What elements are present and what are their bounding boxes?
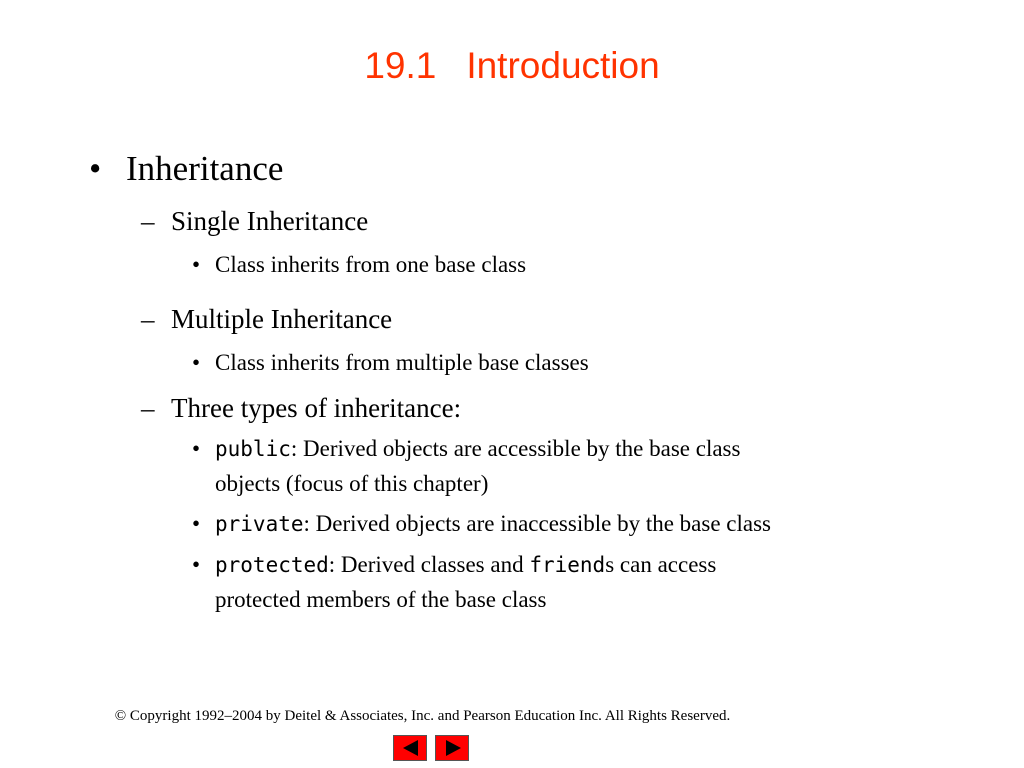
copyright-footer: © Copyright 1992–2004 by Deitel & Associates, Inc. and Pearson Education Inc. All Rights Reserved. [114, 708, 731, 724]
keyword-public: public [215, 437, 291, 461]
keyword-friend: friend [529, 553, 606, 577]
bullet-icon: • [192, 552, 201, 577]
previous-slide-button[interactable] [393, 735, 427, 761]
bullet-icon: • [192, 511, 201, 536]
dash-icon: – [141, 393, 155, 423]
keyword-protected: protected [215, 553, 329, 577]
dash-icon: – [141, 304, 155, 334]
triangle-left-icon [394, 736, 428, 762]
detail-text: : Derived objects are inaccessible by the base class [303, 511, 771, 536]
sub-bullet-text: Three types of inheritance: [171, 393, 462, 423]
detail-text: : Derived classes and [328, 552, 530, 577]
bullet-text: Inheritance [126, 149, 284, 188]
bullet-icon: • [89, 149, 102, 188]
bullet-icon: • [192, 252, 201, 277]
bullet-icon: • [192, 436, 201, 461]
detail-text: s can access [605, 552, 717, 577]
detail-text: Class inherits from multiple base classes [215, 350, 589, 375]
detail-public-continued: objects (focus of this chapter) [215, 471, 489, 496]
section-number: 19.1 [364, 45, 437, 86]
slide-title [0, 42, 1024, 90]
bullet-icon: • [192, 350, 201, 375]
detail-line [215, 435, 740, 463]
detail-text: Class inherits from one base class [215, 252, 527, 277]
keyword-private: private [215, 512, 304, 536]
triangle-right-icon [436, 736, 470, 762]
dash-icon: – [141, 206, 155, 236]
detail-protected-continued: protected members of the base class [215, 587, 547, 612]
section-title: Introduction [466, 45, 660, 86]
detail-line [215, 551, 716, 579]
next-slide-button[interactable] [435, 735, 469, 761]
sub-bullet-text: Multiple Inheritance [171, 304, 393, 334]
detail-text: : Derived objects are accessible by the base class [290, 436, 741, 461]
detail-line [215, 510, 771, 538]
sub-bullet-text: Single Inheritance [171, 206, 369, 236]
